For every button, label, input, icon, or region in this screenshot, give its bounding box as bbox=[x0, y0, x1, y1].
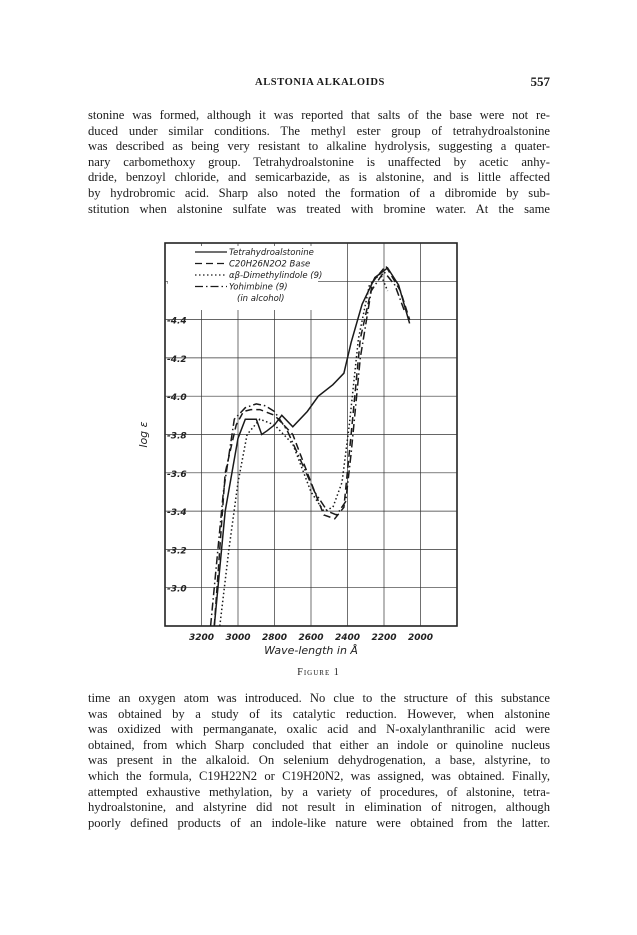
legend-entry: Yohimbine (9) bbox=[229, 282, 288, 293]
y-tick-label: -3.8 bbox=[167, 431, 187, 442]
legend-entry: C20H26N2O2 Base bbox=[229, 259, 311, 270]
y-tick-label: -3.0 bbox=[167, 584, 187, 595]
text-line: stonine was formed, although it was reported that salts of the base were not re- bbox=[88, 108, 550, 122]
text-line: time an oxygen atom was introduced. No clue to the structure of this substance bbox=[88, 691, 550, 705]
text-line: hydroalstonine, and alstyrine did not result in elimination of nitrogen, although bbox=[88, 800, 550, 815]
text-line: was present in the alkaloid. On selenium dehydrogenation, a base, alstyrine, to bbox=[88, 753, 550, 768]
x-tick-label: 3200 bbox=[188, 633, 215, 643]
text-line: dride, benzoyl chloride, and semicarbazide, as is alstonine, and is little affected bbox=[88, 170, 550, 185]
text-line: nary carbomethoxy group. Tetrahydroalstonine is unaffected by acetic anhy- bbox=[88, 154, 550, 169]
series-line-dashed bbox=[214, 266, 409, 626]
figure-1 bbox=[135, 238, 465, 668]
text-line: poorly defined products of an indole-like nature were obtained from the latter. bbox=[88, 815, 550, 830]
text-line: was obtained by a study of its catalytic reduction. However, when alstonine bbox=[88, 706, 550, 721]
series-line-solid bbox=[214, 268, 409, 626]
running-title: ALSTONIA ALKALOIDS bbox=[255, 77, 385, 88]
y-tick-label: -4.4 bbox=[167, 316, 187, 327]
text-line: by hydrobromic acid. Sharp also noted the formation of a dibromide by sub- bbox=[88, 185, 550, 200]
text-line: was oxidized with permanganate, oxalic acid and N-oxalylanthranilic acid were bbox=[88, 722, 550, 737]
x-tick-label: 2600 bbox=[298, 633, 324, 643]
x-tick-label: 3000 bbox=[225, 633, 251, 643]
text-line: was described as being very resistant to alkaline hydrolysis, suggesting a quater- bbox=[88, 139, 550, 154]
y-tick-label: -4.2 bbox=[167, 354, 187, 365]
legend-entry: Tetrahydroalstonine bbox=[229, 248, 314, 258]
text-line: stitution when alstonine sulfate was treated with bromine water. At the same bbox=[88, 201, 550, 216]
page-header bbox=[90, 74, 550, 92]
x-tick-label: 2800 bbox=[261, 633, 288, 643]
y-tick-label: -3.2 bbox=[167, 546, 187, 557]
y-axis-label: log ε bbox=[137, 421, 150, 448]
page-number: 557 bbox=[530, 74, 550, 89]
legend-entry: αβ-Dimethylindole (9) bbox=[229, 271, 323, 281]
text-line: which the formula, C19H22N2 or C19H20N2, was assigned, was obtained. Finally, bbox=[88, 768, 550, 783]
series-line-dotted bbox=[220, 274, 388, 626]
series-line-dashdot bbox=[211, 272, 405, 626]
absorption-chart bbox=[135, 238, 465, 668]
y-tick-label: -4.0 bbox=[167, 393, 187, 404]
paragraph-bottom bbox=[88, 691, 550, 831]
figure-caption bbox=[0, 667, 637, 678]
text-line: duced under similar conditions. The methyl ester group of tetrahydroalstonine bbox=[88, 123, 550, 138]
text-line: obtained, from which Sharp concluded that either an indole or quinoline nucleus bbox=[88, 737, 550, 752]
y-tick-label: -3.6 bbox=[167, 469, 187, 480]
y-tick-label: -3.4 bbox=[167, 508, 187, 519]
text-line: attempted exhaustive methylation, by a variety of procedures, of alstonine, tetra- bbox=[88, 784, 550, 799]
paragraph-top bbox=[88, 108, 550, 217]
legend-entry: (in alcohol) bbox=[237, 294, 285, 304]
figure-caption-text: Figure 1 bbox=[297, 667, 340, 678]
x-tick-label: 2000 bbox=[407, 633, 434, 643]
x-tick-label: 2200 bbox=[371, 633, 397, 643]
x-tick-label: 2400 bbox=[334, 633, 361, 643]
x-axis-label: Wave-length in Å bbox=[264, 644, 358, 657]
